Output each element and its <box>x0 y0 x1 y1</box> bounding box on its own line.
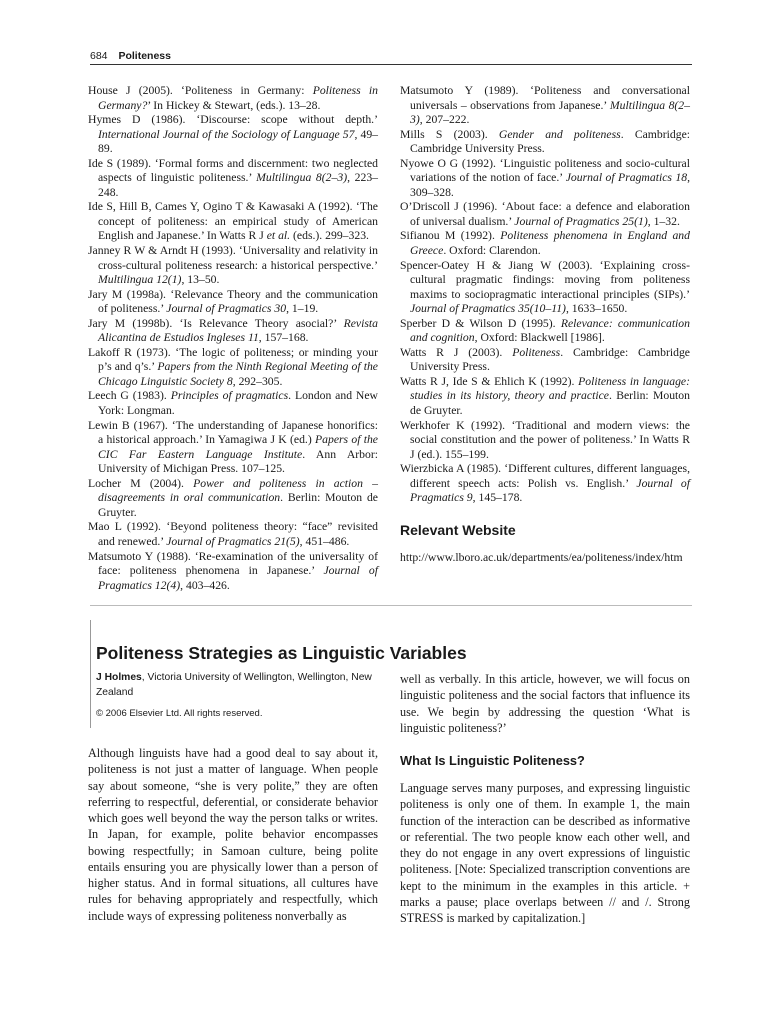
intro-paragraph: Although linguists have had a good deal to say about it, politeness is not just a matter of language. When people say about someone, “she is very polite,” they are often referring to respectful, deferential, or considerate behavior which goes well beyond the way the person talks or writes. In Japan, for example, polite behavior encompasses bowing respectfully; in Samoan culture, being polite entails ensuring you are physically lower than a person of higher status. And in formal situations, all cultures have rules for behaving appropriately and respectfully, which include ways of expressing politeness nonverbally as <box>88 746 378 923</box>
reference-entry: Lewin B (1967). ‘The understanding of Japanese honorifics: a historical approach.’ In Yamagiwa J K (ed.) Papers of the CIC Far Eastern Language Institute. Ann Arbor: University of Michigan Press. 107–125. <box>88 418 378 476</box>
references-right-column <box>400 84 690 566</box>
copyright-notice: © 2006 Elsevier Ltd. All rights reserved. <box>96 708 263 719</box>
reference-entry: Wierzbicka A (1985). ‘Different cultures, different languages, different speech acts: Polish vs. English.’ Journal of Pragmatics 9, 145–178. <box>400 462 690 505</box>
reference-entry: Matsumoto Y (1988). ‘Re-examination of the universality of face: politeness phenomena in Japanese.’ Journal of Pragmatics 12(4), 403–426. <box>88 549 378 592</box>
header-rule <box>90 64 692 65</box>
section-title: Politeness <box>118 50 171 62</box>
reference-entry: House J (2005). ‘Politeness in Germany: Politeness in Germany?’ In Hickey & Stewart, (eds.). 13–28. <box>88 84 378 112</box>
article-title-bar <box>90 620 91 728</box>
author-line <box>96 670 376 700</box>
author-affiliation: , Victoria University of Wellington, Wellington, New Zealand <box>96 672 372 698</box>
reference-entry: Watts R J (2003). Politeness. Cambridge: Cambridge University Press. <box>400 345 690 374</box>
reference-entry: Ide S, Hill B, Cames Y, Ogino T & Kawasaki A (1992). ‘The concept of politeness: an empirical study of American English and Japanese.’ In Watts R J et al. (eds.). 299–323. <box>88 200 378 243</box>
running-head <box>90 50 171 62</box>
reference-entry: Watts R J, Ide S & Ehlich K (1992). Politeness in language: studies in its history, theory and practice. Berlin: Mouton de Gruyter. <box>400 374 690 418</box>
reference-entry: Hymes D (1986). ‘Discourse: scope without depth.’ International Journal of the Sociology of Language 57, 49–89. <box>88 113 379 156</box>
reference-entry: Nyowe O G (1992). ‘Linguistic politeness and socio-cultural variations of the notion of face.’ Journal of Pragmatics 18, 309–328. <box>400 156 690 199</box>
article-separator <box>90 605 692 606</box>
reference-entry: Matsumoto Y (1989). ‘Politeness and conversational universals – observations from Japanese.’ Multilingua 8(2–3), 207–222. <box>400 84 690 127</box>
relevant-website-url: http://www.lboro.ac.uk/departments/ea/politeness/index/htm <box>400 551 683 565</box>
reference-entry: Sifianou M (1992). Politeness phenomena in England and Greece. Oxford: Clarendon. <box>400 229 690 258</box>
reference-entry: O’Driscoll J (1996). ‘About face: a defence and elaboration of universal dualism.’ Journal of Pragmatics 25(1), 1–32. <box>400 200 690 228</box>
reference-entry: Janney R W & Arndt H (1993). ‘Universality and relativity in cross-cultural politeness research: a historical perspective.’ Multilingua 12(1), 13–50. <box>88 244 378 287</box>
intro-continuation: well as verbally. In this article, however, we will focus on linguistic politeness and the social factors that influence its use. We begin by addressing the question ‘What is linguistic politeness?’ <box>400 672 690 735</box>
reference-entry: Lakoff R (1973). ‘The logic of politeness; or minding your p’s and q’s.’ Papers from the Ninth Regional Meeting of the Chicago Linguistic Society 8, 292–305. <box>88 345 378 388</box>
reference-entry: Werkhofer K (1992). ‘Traditional and modern views: the social constitution and the power of politeness.’ In Watts R J (ed.). 155–199. <box>400 418 690 461</box>
reference-entry: Ide S (1989). ‘Formal forms and discernment: two neglected aspects of linguistic politeness.’ Multilingua 8(2–3), 223–248. <box>88 156 378 199</box>
reference-entry: Jary M (1998b). ‘Is Relevance Theory asocial?’ Revista Alicantina de Estudios Ingleses 11, 157–168. <box>88 316 378 345</box>
section-heading: What Is Linguistic Politeness? <box>400 753 585 768</box>
section-paragraph: Language serves many purposes, and expressing linguistic politeness is only one of them. In example 1, the main function of the interaction can be described as informative or referential. The two people know each other well, and they do not engage in any overt expressions of linguistic politeness. [Note: Specialized transcription conventions are kept to the minimum in the examples in this article. + marks a pause; place overlaps between // and /. Strong STRESS is marked by capitalization.] <box>400 781 690 925</box>
reference-entry: Jary M (1998a). ‘Relevance Theory and the communication of politeness.’ Journal of Pragmatics 30, 1–19. <box>88 287 378 316</box>
author-name: J Holmes <box>96 672 142 683</box>
page-number: 684 <box>90 50 108 62</box>
article-title: Politeness Strategies as Linguistic Variables <box>96 643 467 663</box>
reference-entry: Spencer-Oatey H & Jiang W (2003). ‘Explaining cross-cultural pragmatic findings: moving from politeness maxims to sociopragmatic interactional principles (SIPs).’ Journal of Pragmatics 35(10–11), 1633–1650. <box>400 258 690 316</box>
reference-entry: Mao L (1992). ‘Beyond politeness theory: “face” revisited and renewed.’ Journal of Pragmatics 21(5), 451–486. <box>88 520 378 548</box>
references-right-list <box>400 84 690 506</box>
relevant-website-heading: Relevant Website <box>400 521 516 538</box>
reference-entry: Sperber D & Wilson D (1995). Relevance: communication and cognition, Oxford: Blackwell [1986]. <box>400 316 690 345</box>
reference-entry: Leech G (1983). Principles of pragmatics. London and New York: Longman. <box>88 389 378 418</box>
reference-entry: Mills S (2003). Gender and politeness. Cambridge: Cambridge University Press. <box>400 127 691 156</box>
reference-entry: Locher M (2004). Power and politeness in action – disagreements in oral communication. Berlin: Mouton de Gruyter. <box>88 476 378 519</box>
references-left-column <box>88 84 378 593</box>
